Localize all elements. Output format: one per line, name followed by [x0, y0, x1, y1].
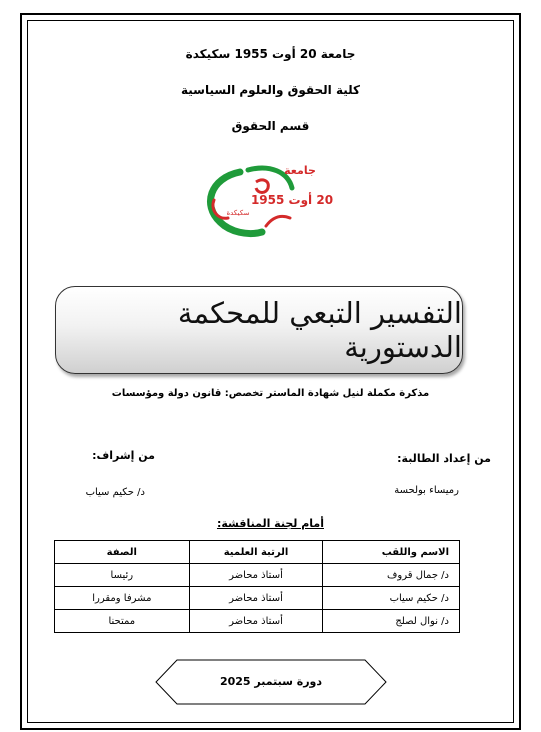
logo-text-year: 20 أوت 1955 [250, 193, 334, 207]
thesis-title: التفسير التبعي للمحكمة الدستورية [177, 296, 462, 364]
university-logo [200, 160, 334, 240]
thesis-title-box [55, 286, 463, 374]
header-name: الاسم واللقب [323, 541, 460, 564]
member-name: د/ نوال لصلج [323, 610, 460, 633]
member-rank: أستاذ محاضر [189, 610, 323, 633]
header-rank: الرتبة العلمية [189, 541, 323, 564]
supervisor-label: من إشراف: [92, 449, 155, 462]
committee-table [54, 540, 460, 633]
table-row [55, 587, 460, 610]
session-badge [155, 659, 387, 705]
table-row [55, 610, 460, 633]
table-header-row [55, 541, 460, 564]
supervisor-name: د/ حكيم سياب [85, 487, 145, 498]
member-role: ممتحنا [55, 610, 190, 633]
header-role: الصفة [55, 541, 190, 564]
logo-text-city: سكيكدة [226, 209, 250, 217]
member-rank: أستاذ محاضر [189, 587, 323, 610]
student-label: من إعداد الطالبة: [397, 452, 491, 465]
member-name: د/ جمال قروف [323, 564, 460, 587]
student-name: رميساء بولحسة [394, 485, 459, 496]
member-role: رئيسا [55, 564, 190, 587]
faculty-name: كلية الحقوق والعلوم السياسية [180, 83, 361, 97]
university-name: جامعة 20 أوت 1955 سكيكدة [185, 47, 356, 61]
session-text: دورة سبتمبر 2025 [219, 675, 323, 688]
logo-text-top: جامعة [284, 164, 316, 177]
department-name: قسم الحقوق [231, 119, 310, 133]
committee-title: أمام لجنة المناقشة: [216, 517, 324, 530]
member-name: د/ حكيم سياب [323, 587, 460, 610]
thesis-subtitle: مذكرة مكملة لنيل شهادة الماستر تخصص: قانون دولة ومؤسسات [111, 388, 430, 399]
member-role: مشرفا ومقررا [55, 587, 190, 610]
table-row [55, 564, 460, 587]
member-rank: أستاذ محاضر [189, 564, 323, 587]
